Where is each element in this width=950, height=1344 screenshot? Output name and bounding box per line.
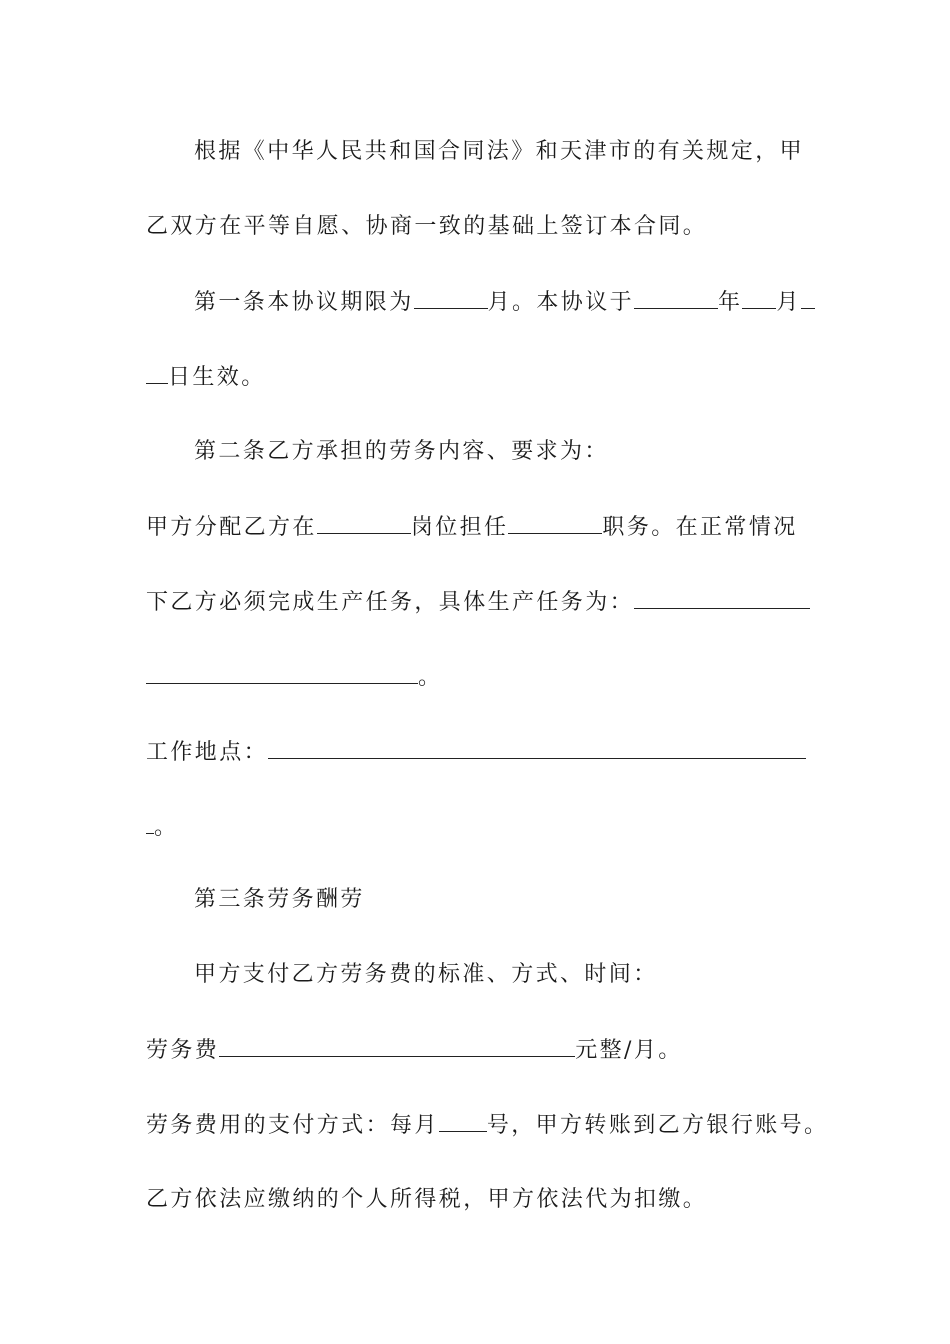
year-label: 年 [718,290,743,315]
article-3-intro: 甲方支付乙方劳务费的标准、方式、时间： [194,962,658,987]
article-1-line-2 [146,362,806,393]
income-tax-text: 乙方依法应缴纳的个人所得税，甲方依法代为扣缴。 [146,1187,708,1212]
preamble-text-1: 根据《中华人民共和国合同法》和天津市的有关规定，甲 [194,139,805,164]
term-months-blank[interactable] [414,287,488,309]
effective-day-blank-end[interactable] [146,362,168,384]
service-fee-unit: 元整/月。 [575,1038,683,1063]
work-location-label: 工作地点： [146,740,269,765]
article-2-line-3 [146,662,806,693]
effective-year-blank[interactable] [634,287,718,309]
post-blank[interactable] [317,512,411,534]
production-task-end: 。 [418,665,443,690]
payment-method-suffix: 号，甲方转账到乙方银行账号。 [486,1113,829,1138]
article-2-title: 第二条乙方承担的劳务内容、要求为： [194,439,609,464]
effective-month-blank[interactable] [742,287,776,309]
preamble-line-2 [146,212,806,242]
article-2-title-line [194,437,806,467]
production-task-blank-2[interactable] [146,662,418,684]
article-1-effective-suffix: 日生效。 [168,365,266,390]
article-2-line-1 [146,512,806,543]
article-1-effective-label: 月。本协议于 [487,290,635,315]
article-1-term-label: 第一条本协议期限为 [194,290,414,315]
work-location-line-1 [146,737,806,768]
article-2-line-2 [146,587,806,618]
work-location-blank-1[interactable] [268,737,806,759]
position-blank[interactable] [508,512,602,534]
position-label: 岗位担任 [410,515,509,540]
article-3-title-line [194,885,806,915]
post-label: 甲方分配乙方在 [146,515,317,540]
preamble-line-1 [194,137,806,167]
work-location-end: 。 [154,815,179,840]
month-label: 月 [776,290,801,315]
work-location-blank-2[interactable] [146,812,154,834]
article-3-title: 第三条劳务酬劳 [194,887,365,912]
production-task-blank-1[interactable] [634,587,810,609]
income-tax-line [146,1185,806,1215]
duty-label: 职务。在正常情况 [602,515,798,540]
article-1-line-1 [194,287,806,318]
payment-method-line [146,1110,829,1141]
preamble-text-2: 乙双方在平等自愿、协商一致的基础上签订本合同。 [146,214,708,239]
effective-day-blank-start[interactable] [801,287,815,309]
service-fee-label: 劳务费 [146,1038,220,1063]
service-fee-line [146,1035,806,1066]
payment-method-label: 劳务费用的支付方式：每月 [146,1113,439,1138]
production-task-label: 下乙方必须完成生产任务，具体生产任务为： [146,590,635,615]
article-3-intro-line [194,960,806,990]
work-location-line-2 [146,812,806,843]
service-fee-blank[interactable] [219,1035,575,1057]
payment-day-blank[interactable] [439,1110,487,1132]
